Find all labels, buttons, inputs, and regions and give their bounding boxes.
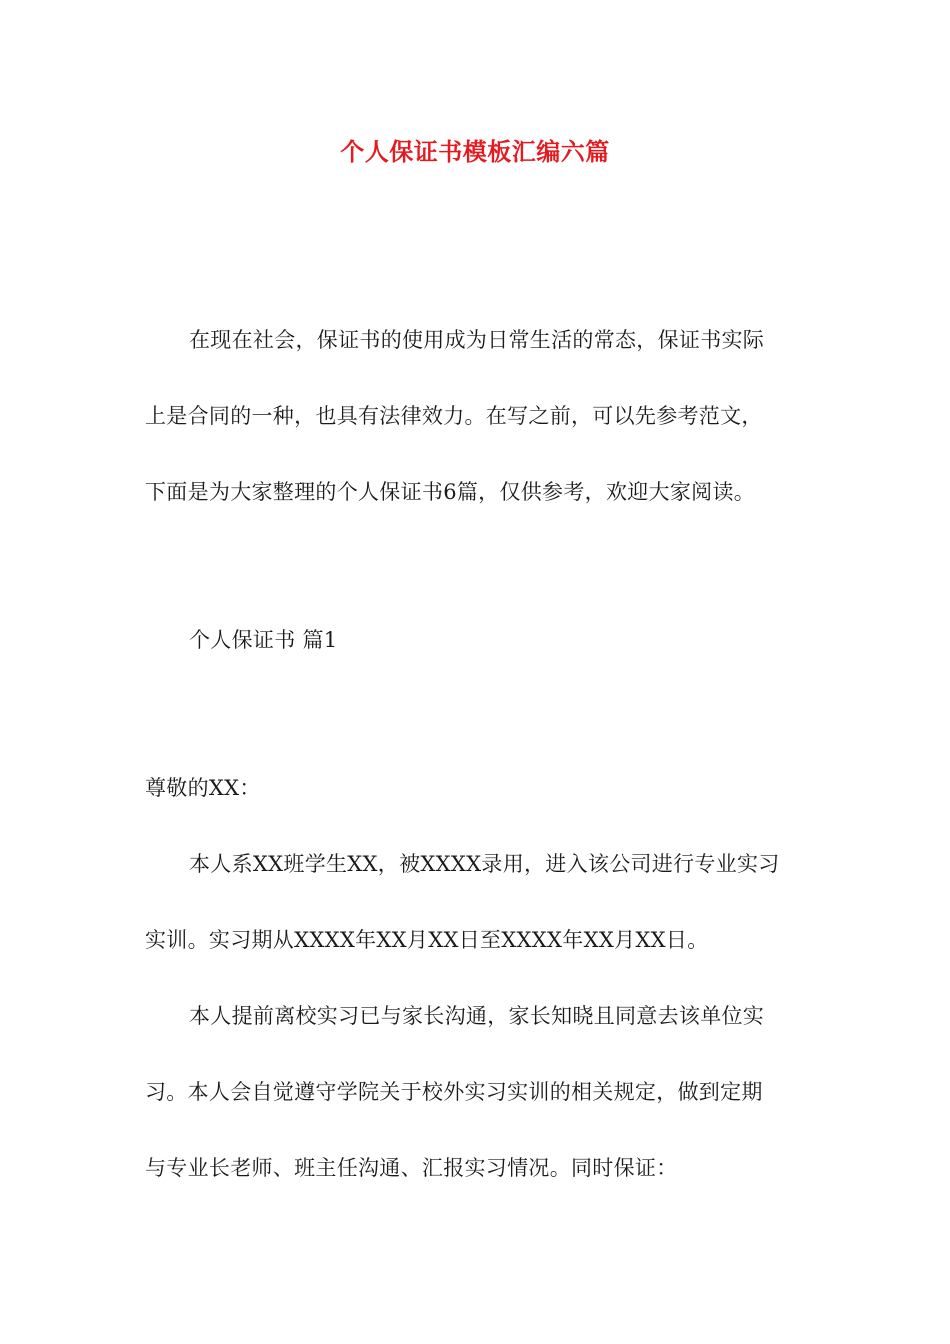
document-title: 个人保证书模板汇编六篇 bbox=[340, 137, 610, 166]
body-paragraph-1 bbox=[145, 826, 815, 978]
intro-line-1: 在现在社会，保证书的使用成为日常生活的常态，保证书实际 bbox=[189, 328, 765, 352]
salutation-block bbox=[145, 750, 815, 826]
intro-paragraph bbox=[145, 302, 815, 530]
intro-line-3: 下面是为大家整理的个人保证书6篇，仅供参考，欢迎大家阅读。 bbox=[145, 480, 756, 504]
section-heading-block bbox=[145, 602, 815, 678]
paragraph2-line-3: 与专业长老师、班主任沟通、汇报实习情况。同时保证： bbox=[145, 1156, 678, 1180]
section-heading: 个人保证书 篇1 bbox=[189, 628, 338, 652]
paragraph2-line-1: 本人提前离校实习已与家长沟通，家长知晓且同意去该单位实 bbox=[189, 1004, 765, 1028]
paragraph1-line-1: 本人系XX班学生XX，被XXXX录用，进入该公司进行专业实习 bbox=[189, 852, 780, 876]
paragraph1-line-2: 实训。实习期从XXXX年XX月XX日至XXXX年XX月XX日。 bbox=[145, 928, 709, 952]
salutation: 尊敬的XX： bbox=[145, 776, 261, 800]
body-paragraph-2 bbox=[145, 978, 815, 1206]
intro-line-2: 上是合同的一种，也具有法律效力。在写之前，可以先参考范文， bbox=[145, 404, 763, 428]
paragraph2-line-2: 习。本人会自觉遵守学院关于校外实习实训的相关规定，做到定期 bbox=[145, 1080, 763, 1104]
